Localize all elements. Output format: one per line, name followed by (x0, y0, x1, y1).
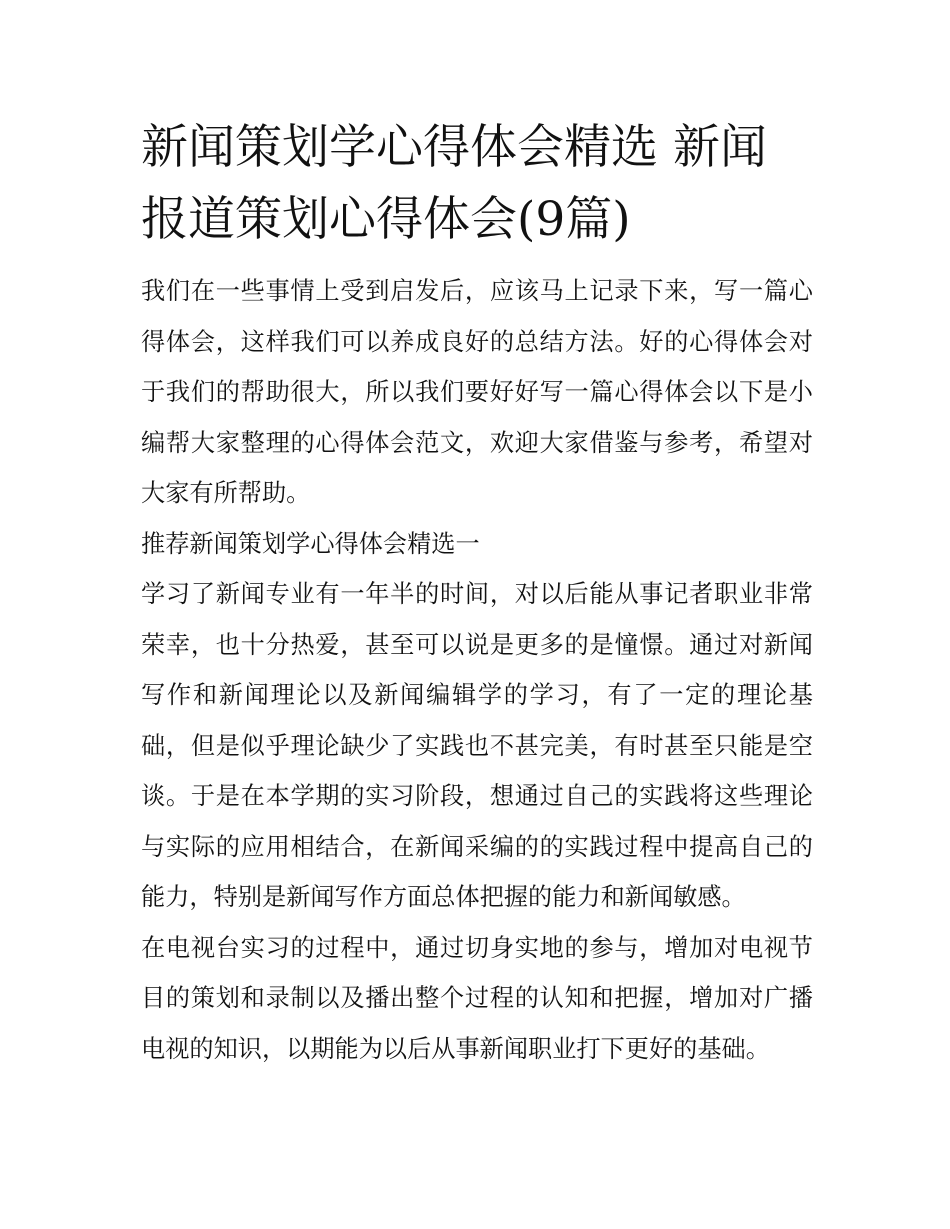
section-heading: 推荐新闻策划学心得体会精选一 (141, 529, 480, 558)
document-body (141, 112, 813, 1074)
body-paragraph: 学习了新闻专业有一年半的时间，对以后能从事记者职业非常荣幸，也十分热爱，甚至可以说是更多的是憧憬。通过对新闻写作和新闻理论以及新闻编辑学的学习，有了一定的理论基础，但是似乎理论缺少了实践也不甚完美，有时甚至只能是空谈。于是在本学期的实习阶段，想通过自己的实践将这些理论与实际的应用相结合，在新闻采编的的实践过程中提高自己的能力，特别是新闻写作方面总体把握的能力和新闻敏感。 (141, 580, 813, 911)
intro-paragraph: 我们在一些事情上受到启发后，应该马上记录下来，写一篇心得体会，这样我们可以养成良好的总结方法。好的心得体会对于我们的帮助很大，所以我们要好好写一篇心得体会以下是小编帮大家整理的心得体会范文，欢迎大家借鉴与参考，希望对大家有所帮助。 (141, 277, 813, 507)
document-title: 新闻策划学心得体会精选 新闻报道策划心得体会(9篇) (141, 120, 767, 247)
body-paragraph: 在电视台实习的过程中，通过切身实地的参与，增加对电视节目的策划和录制以及播出整个过程的认知和把握，增加对广播电视的知识，以期能为以后从事新闻职业打下更好的基础。 (141, 933, 813, 1063)
